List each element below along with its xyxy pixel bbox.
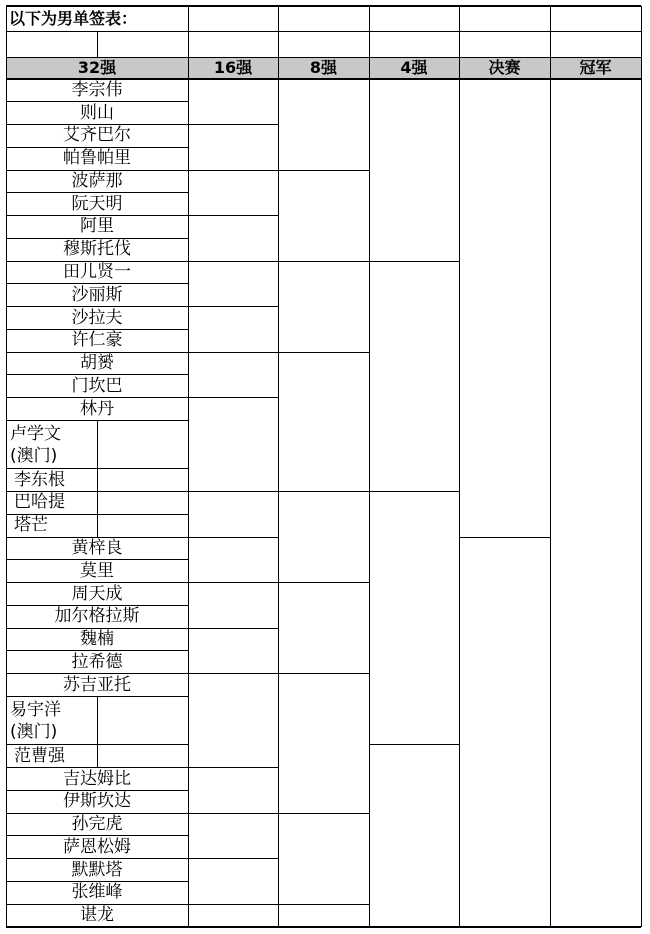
player-name: 阿里 <box>80 216 114 237</box>
grid-line <box>188 813 278 814</box>
player-name <box>6 420 97 468</box>
grid-line <box>278 6 279 79</box>
player-name: 周天成 <box>71 583 123 604</box>
grid-line <box>6 696 188 697</box>
grid-line <box>97 420 98 491</box>
grid-line <box>188 124 278 125</box>
player-name: 巴哈提 <box>14 492 65 513</box>
grid-line <box>188 79 189 927</box>
player-name-text: 卢学文 <box>10 423 61 444</box>
grid-line <box>6 790 188 791</box>
grid-line <box>6 78 641 80</box>
player-name: 艾齐巴尔 <box>63 125 131 146</box>
player-name: 李宗伟 <box>71 79 123 100</box>
grid-line <box>550 79 551 927</box>
grid-line <box>188 215 278 216</box>
grid-line <box>6 537 188 538</box>
grid-line <box>6 835 188 836</box>
player-name: 莫里 <box>80 560 114 581</box>
grid-line <box>6 650 188 651</box>
player-name: 塔芒 <box>14 515 48 536</box>
player-name: 林丹 <box>80 398 114 419</box>
grid-line <box>459 537 550 538</box>
header-round-8: 8强 <box>278 57 369 79</box>
grid-line <box>6 559 188 560</box>
player-region-note: (澳门) <box>10 721 58 742</box>
grid-line <box>6 744 188 745</box>
grid-line <box>188 904 278 905</box>
grid-line <box>6 101 188 102</box>
grid-line <box>6 124 188 125</box>
grid-line <box>188 306 278 307</box>
player-name: 沙拉夫 <box>71 307 123 328</box>
grid-line <box>188 673 278 674</box>
grid-line <box>6 813 188 814</box>
grid-line <box>188 767 278 768</box>
player-name: 苏吉亚托 <box>63 674 131 695</box>
grid-line <box>6 673 188 674</box>
grid-line <box>188 170 278 171</box>
player-name: 黄梓良 <box>71 538 123 559</box>
player-name-text: 易宇洋 <box>10 699 61 720</box>
grid-line <box>6 904 188 905</box>
player-name: 田儿贤一 <box>63 262 131 282</box>
grid-line <box>6 582 188 583</box>
grid-line <box>278 261 369 262</box>
header-round-16: 16强 <box>188 57 278 79</box>
grid-line <box>188 261 278 262</box>
grid-line <box>278 673 369 674</box>
grid-line <box>278 582 369 583</box>
grid-line <box>641 6 642 79</box>
grid-line <box>97 697 98 768</box>
grid-line <box>369 261 459 262</box>
grid-line <box>459 79 460 927</box>
grid-line <box>6 628 188 629</box>
grid-line <box>459 6 460 79</box>
grid-line <box>6 306 188 307</box>
header-final: 决赛 <box>459 57 550 79</box>
grid-line <box>6 491 188 492</box>
grid-line <box>6 238 188 239</box>
player-name: 吉达姆比 <box>63 768 131 789</box>
player-name: 帕鲁帕里 <box>63 148 131 169</box>
player-name: 许仁豪 <box>71 330 123 351</box>
player-name: 范曹强 <box>14 745 65 766</box>
player-name: 加尔格拉斯 <box>54 606 140 627</box>
grid-line <box>6 767 188 768</box>
draw-sheet <box>6 6 641 927</box>
player-name: 胡赟 <box>80 353 114 374</box>
grid-line <box>6 215 188 216</box>
grid-line <box>97 31 98 57</box>
grid-line <box>6 6 7 79</box>
grid-line <box>6 420 188 421</box>
grid-line <box>6 605 188 606</box>
player-name: 萨恩松姆 <box>63 836 131 857</box>
grid-line <box>6 881 188 882</box>
grid-line <box>6 170 188 171</box>
grid-line <box>6 858 188 859</box>
header-champion: 冠军 <box>550 57 641 79</box>
grid-line <box>6 5 641 7</box>
player-name: 穆斯托伐 <box>63 239 131 260</box>
grid-line <box>6 31 641 32</box>
grid-line <box>6 261 188 262</box>
player-name: 谌龙 <box>80 905 114 926</box>
grid-line <box>6 374 188 375</box>
sheet-title: 以下为男单签表： <box>9 8 138 28</box>
grid-line <box>6 57 641 58</box>
player-name: 张维峰 <box>71 882 123 903</box>
grid-line <box>188 491 278 492</box>
grid-line <box>550 6 551 79</box>
grid-line <box>6 192 188 193</box>
grid-line <box>188 6 189 79</box>
player-name <box>6 697 97 745</box>
player-name: 魏楠 <box>80 629 114 650</box>
player-name: 阮天明 <box>71 193 123 214</box>
grid-line <box>6 397 188 398</box>
grid-line <box>6 352 188 353</box>
player-name: 拉希德 <box>71 651 123 672</box>
grid-line <box>6 329 188 330</box>
player-region-note: (澳门) <box>10 445 58 466</box>
grid-line <box>6 514 188 515</box>
player-name: 伊斯坎达 <box>63 791 131 812</box>
grid-line <box>188 582 278 583</box>
grid-line <box>278 904 369 905</box>
grid-line <box>369 79 370 927</box>
player-name: 门坎巴 <box>71 375 123 396</box>
grid-line <box>188 628 278 629</box>
grid-line <box>641 79 642 927</box>
player-name: 孙完虎 <box>71 814 123 835</box>
header-round-4: 4强 <box>369 57 459 79</box>
player-name: 波萨那 <box>71 170 123 191</box>
grid-line <box>188 537 278 538</box>
grid-line <box>6 79 7 927</box>
grid-line <box>369 744 459 745</box>
grid-line <box>188 858 278 859</box>
player-name: 则山 <box>80 102 114 123</box>
player-name: 默默塔 <box>71 859 123 880</box>
grid-line <box>278 352 369 353</box>
grid-line <box>278 813 369 814</box>
grid-line <box>6 147 188 148</box>
grid-line <box>6 926 641 928</box>
grid-line <box>278 79 279 927</box>
player-name: 李东根 <box>14 469 65 490</box>
header-round-32: 32强 <box>6 57 188 79</box>
grid-line <box>188 352 278 353</box>
grid-line <box>278 491 369 492</box>
grid-line <box>6 283 188 284</box>
player-name: 沙丽斯 <box>71 284 123 305</box>
grid-line <box>278 170 369 171</box>
grid-line <box>188 397 278 398</box>
grid-line <box>6 468 188 469</box>
grid-line <box>369 491 459 492</box>
grid-line <box>369 6 370 79</box>
